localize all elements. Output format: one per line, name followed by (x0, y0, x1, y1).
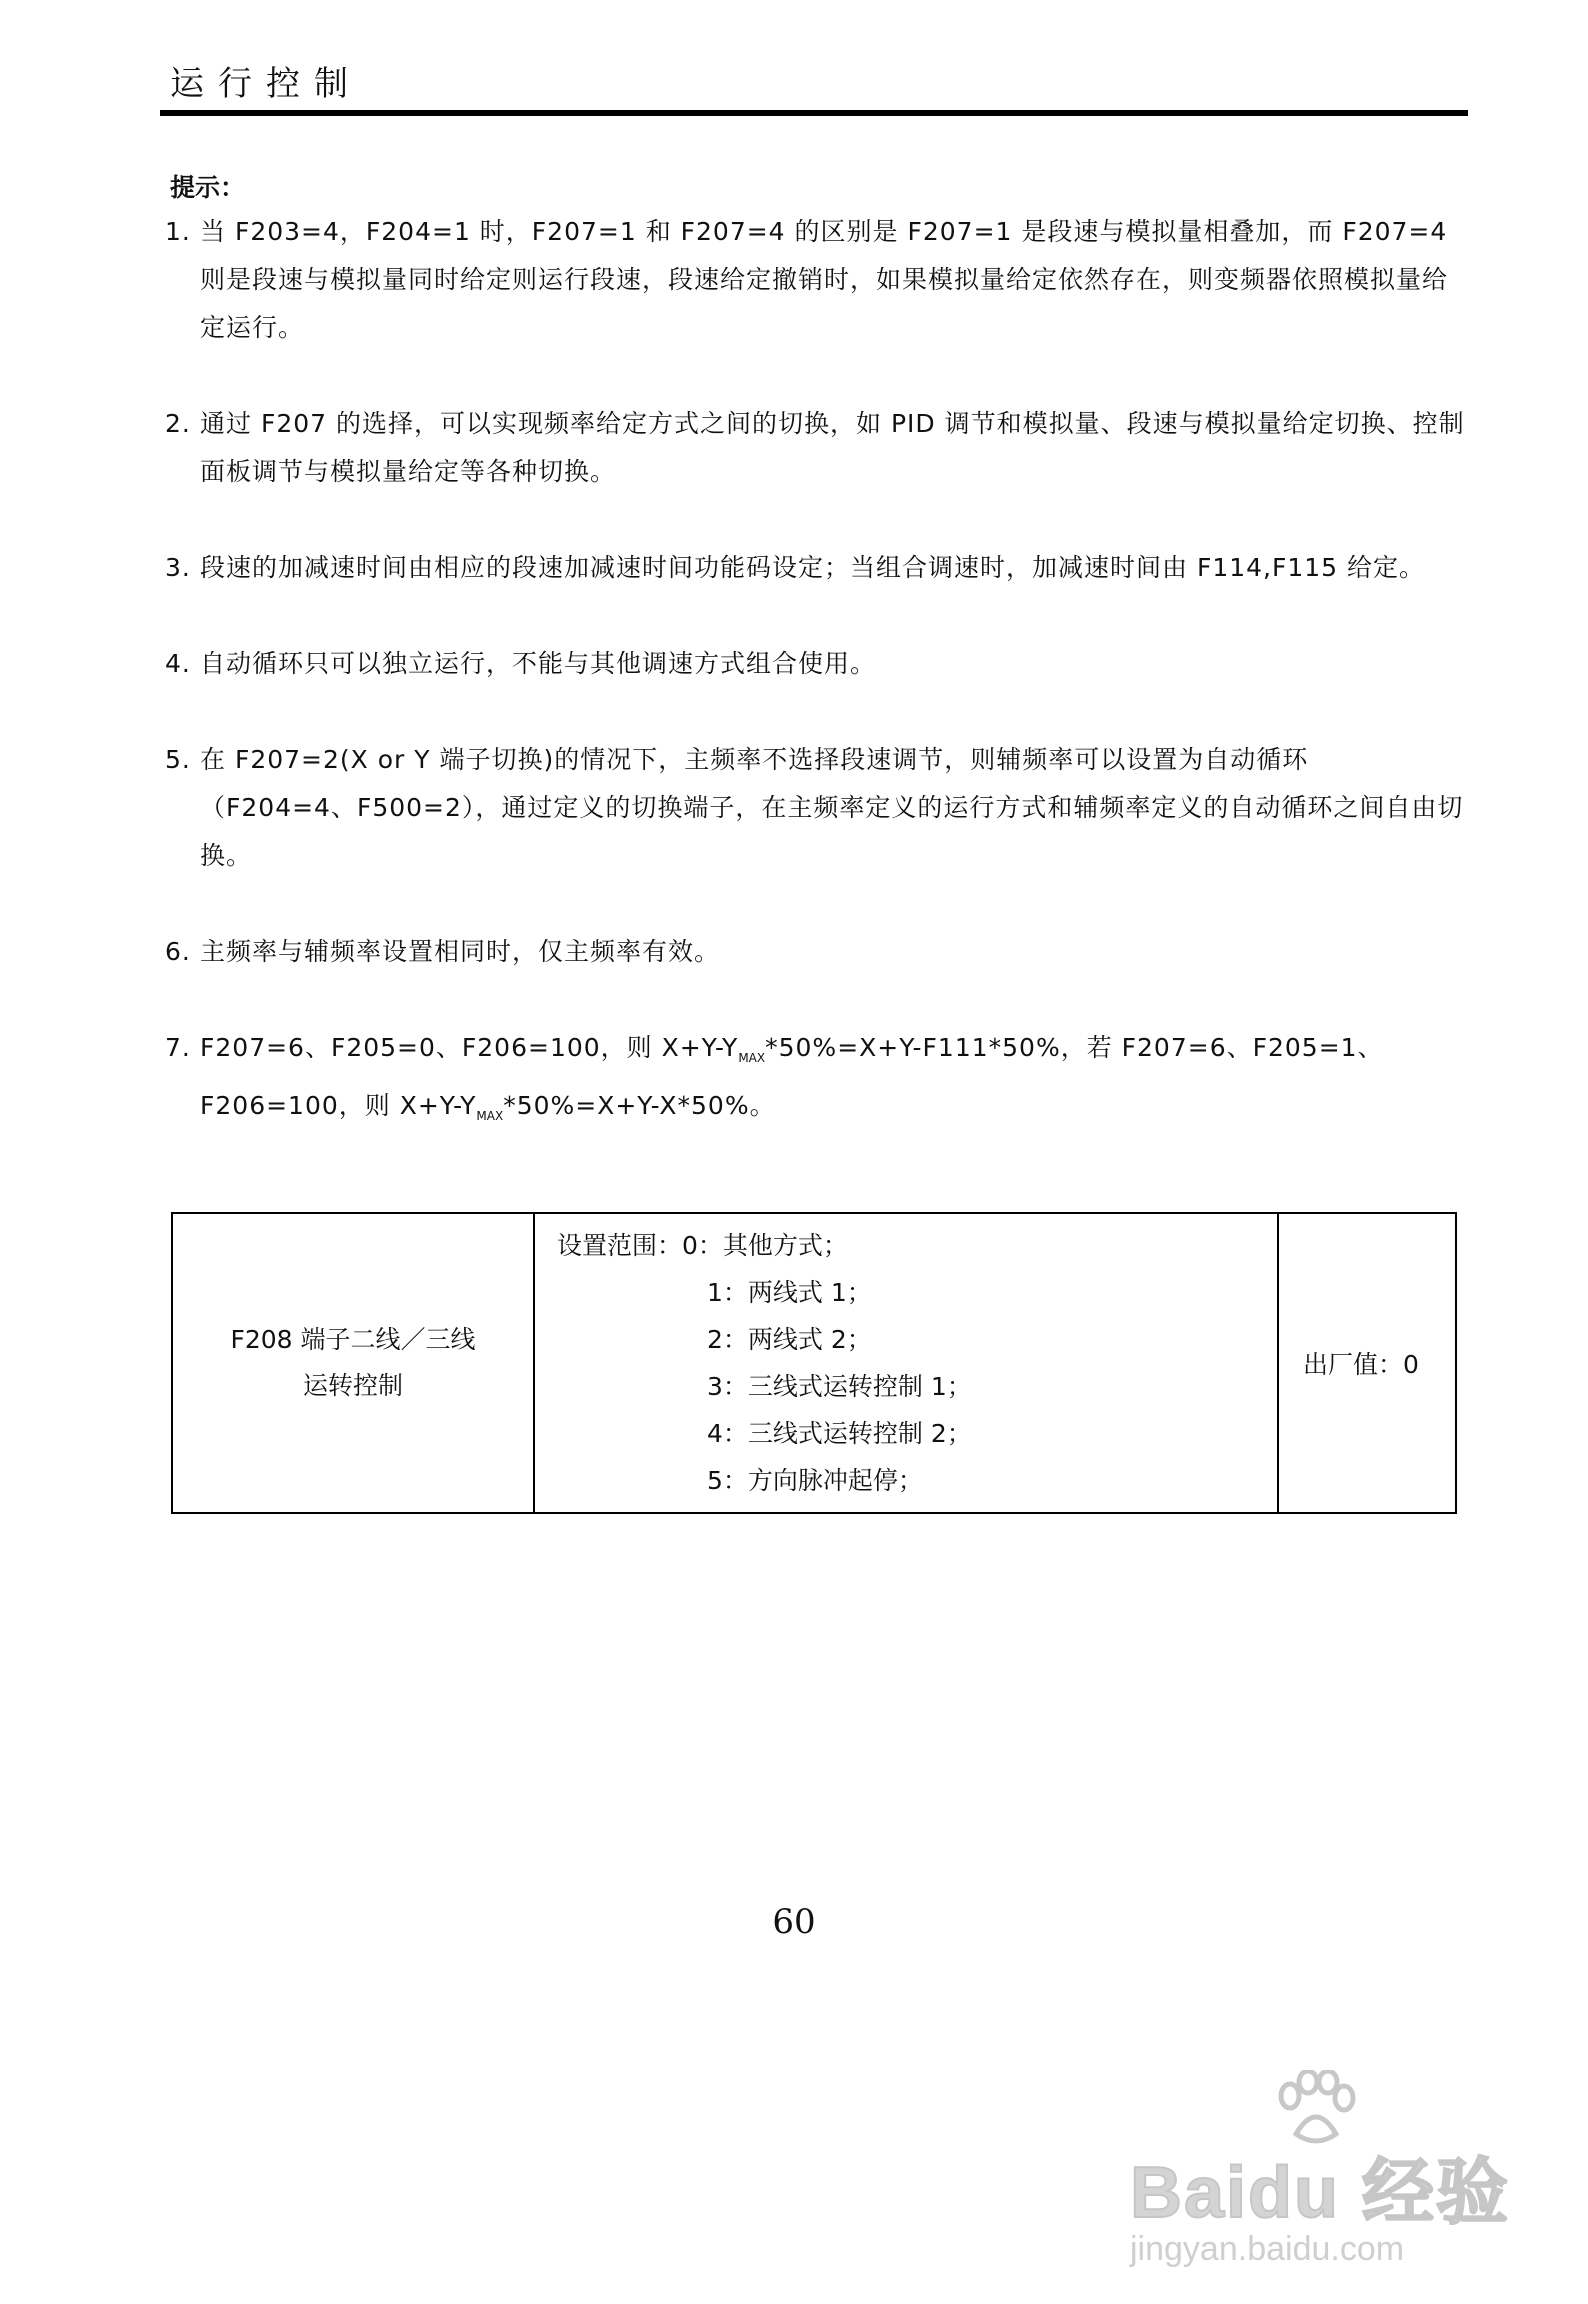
note-number: 3. (165, 553, 191, 582)
subscript-max: MAX (476, 1109, 504, 1123)
note-item (165, 640, 1465, 688)
note-text-part: F207=6、F205=0、F206=100，则 X+Y-Y (200, 1033, 739, 1062)
note-item (165, 736, 1465, 880)
note-text-part: *50%=X+Y-X*50%。 (503, 1091, 776, 1120)
note-text: 当 F203=4，F204=1 时，F207=1 和 F207=4 的区别是 F207=1 是段速与模拟量相叠加，而 F207=4 则是段速与模拟量同时给定则运行段速，段速给定撤销时，如果模拟量给定依然存在，则变频器依照模拟量给定运行。 (200, 217, 1449, 342)
range-option: 1：两线式 1； (707, 1278, 872, 1307)
baidu-watermark (1130, 2070, 1511, 2290)
note-number: 1. (165, 217, 191, 246)
setting-range-cell (534, 1213, 1278, 1513)
section-title: 运行控制 (170, 64, 362, 104)
note-item (165, 928, 1465, 976)
range-option-text: 0：其他方式； (682, 1231, 848, 1260)
range-option: 3：三线式运转控制 1； (707, 1372, 972, 1401)
parameter-name-cont: 运转控制 (302, 1371, 403, 1400)
default-value-cell (1278, 1213, 1456, 1513)
note-text: 通过 F207 的选择，可以实现频率给定方式之间的切换，如 PID 调节和模拟量、段速与模拟量给定切换、控制面板调节与模拟量给定等各种切换。 (200, 409, 1465, 486)
range-label: 设置范围： (557, 1231, 683, 1260)
tip-label: 提示： (170, 173, 246, 202)
note-number: 4. (165, 649, 191, 678)
note-text: 主频率与辅频率设置相同时，仅主频率有效。 (200, 937, 721, 966)
note-item (165, 208, 1465, 352)
watermark-brand: Baidu 经验 (1130, 2153, 1511, 2233)
note-text-part: *50%=X+Y-F111*50%，若 F207=6、F205=1、F206=100，则 X+Y-Y (200, 1033, 1384, 1120)
range-option (557, 1222, 1277, 1269)
default-value: 出厂值：0 (1303, 1350, 1419, 1379)
note-number: 6. (165, 937, 191, 966)
parameter-name-cell (172, 1213, 534, 1513)
watermark-url: jingyan.baidu.com (1130, 2230, 1405, 2268)
parameter-name: F208 端子二线／三线 (230, 1325, 476, 1354)
note-text: 在 F207=2(X or Y 端子切换)的情况下，主频率不选择段速调节，则辅频率可以设置为自动循环（F204=4、F500=2），通过定义的切换端子，在主频率定义的运行方式和辅频率定义的自动循环之间自由切换。 (200, 745, 1464, 870)
subscript-max: MAX (738, 1051, 766, 1065)
range-option: 4：三线式运转控制 2； (707, 1419, 972, 1448)
note-item (165, 400, 1465, 496)
note-text: 段速的加减速时间由相应的段速加减速时间功能码设定；当组合调速时，加减速时间由 F114,F115 给定。 (200, 553, 1426, 582)
note-text: 自动循环只可以独立运行，不能与其他调速方式组合使用。 (200, 649, 877, 678)
header-rule (160, 110, 1468, 116)
parameter-table (171, 1212, 1457, 1514)
note-number: 2. (165, 409, 191, 438)
note-item (165, 1024, 1465, 1140)
page-number: 60 (772, 1902, 816, 1942)
notes-list (165, 208, 1465, 1188)
note-item (165, 544, 1465, 592)
note-number: 7. (165, 1033, 191, 1062)
note-number: 5. (165, 745, 191, 774)
table-row (172, 1213, 1456, 1513)
range-option: 5：方向脉冲起停； (707, 1466, 923, 1495)
range-option: 2：两线式 2； (707, 1325, 872, 1354)
